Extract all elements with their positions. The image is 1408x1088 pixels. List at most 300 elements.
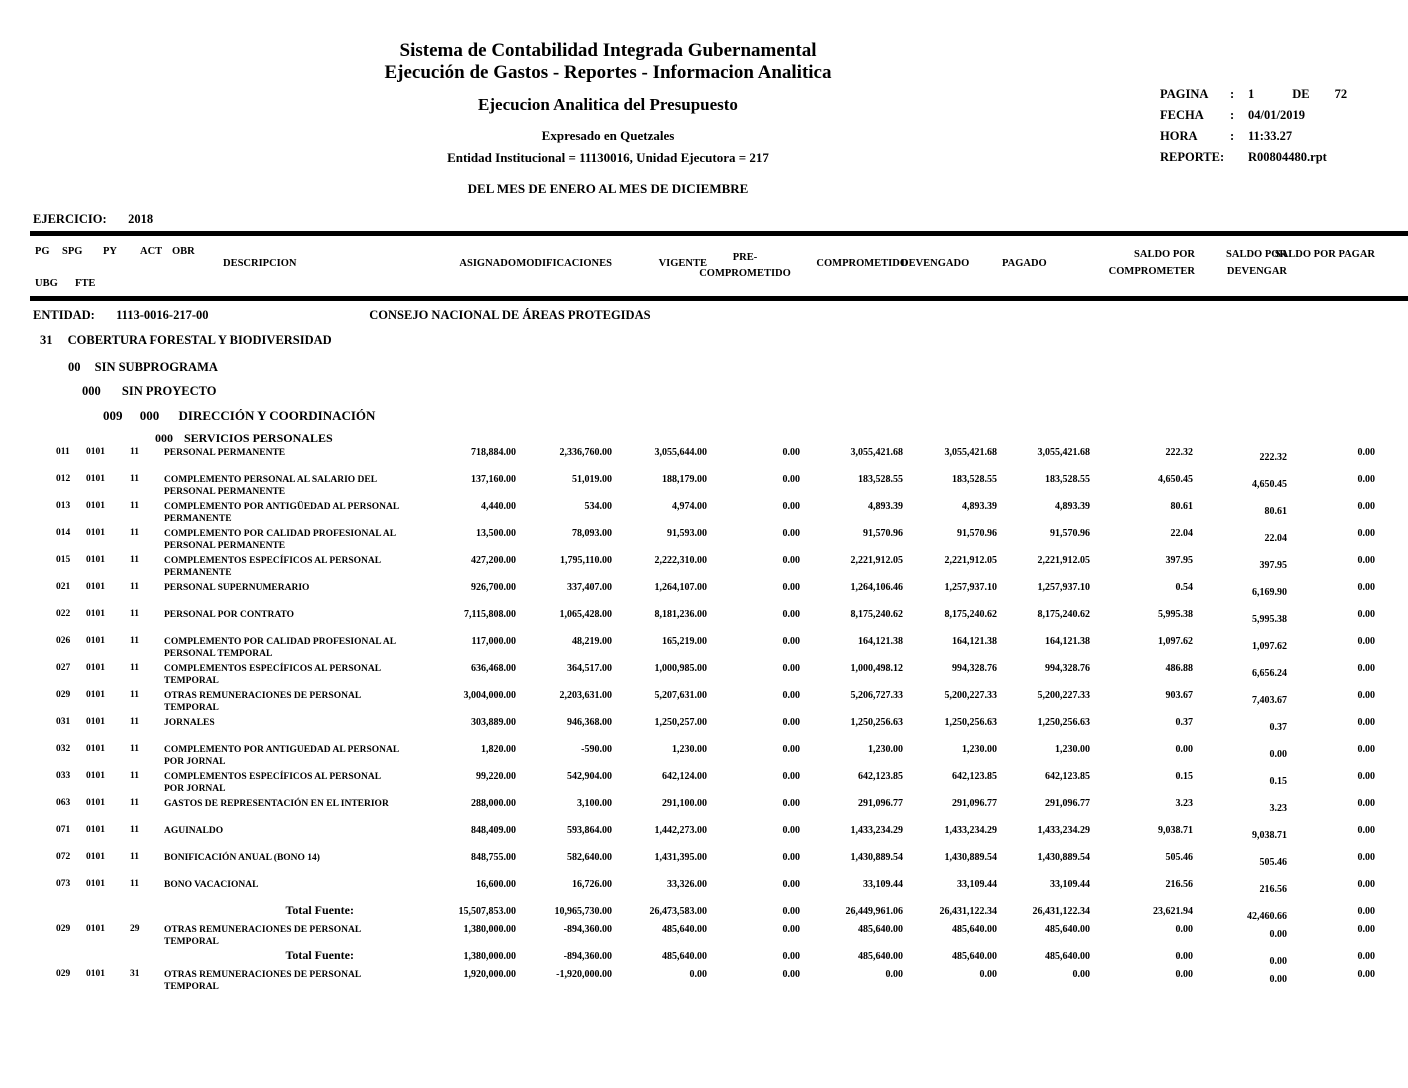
value-devengado: 1,230.00: [962, 744, 997, 755]
row-description: COMPLEMENTO POR ANTIGUEDAD AL PERSONAL POR JORNAL: [164, 745, 399, 767]
col-comprometido: COMPROMETIDO: [816, 258, 908, 269]
value-saldo-devengar: 0.37: [1269, 722, 1287, 733]
col-pre-line1: PRE-: [732, 252, 758, 263]
value-comprometido: 183,528.55: [858, 474, 903, 485]
table-row: [0, 501, 1408, 528]
code-renglon: 032: [56, 744, 71, 754]
code-ubg: 0101: [86, 501, 105, 511]
code-ubg: 0101: [86, 771, 105, 781]
table-row: [0, 609, 1408, 636]
value-saldo-pagar: 0.00: [1357, 447, 1375, 458]
col-pg: PG: [35, 246, 50, 257]
period-line: DEL MES DE ENERO AL MES DE DICIEMBRE: [467, 181, 749, 196]
entidad-name: CONSEJO NACIONAL DE ÁREAS PROTEGIDAS: [369, 308, 651, 322]
value-vigente: 4,974.00: [672, 501, 707, 512]
code-ubg: 0101: [86, 969, 105, 979]
group-code: 000: [155, 431, 173, 445]
value-precomprometido: 0.00: [782, 690, 800, 701]
value-saldo-comprometer: 903.67: [1165, 690, 1193, 701]
value-comprometido: 1,430,889.54: [850, 852, 903, 863]
value-vigente: 3,055,644.00: [654, 447, 707, 458]
value-pagado: 26,431,122.34: [1032, 906, 1090, 917]
value-pagado: 164,121.38: [1045, 636, 1090, 647]
value-comprometido: 485,640.00: [858, 951, 903, 962]
value-pagado: 5,200,227.33: [1037, 690, 1090, 701]
row-description: PERSONAL SUPERNUMERARIO: [164, 583, 310, 593]
total-label: Total Fuente:: [285, 903, 354, 917]
meta-hora: [1160, 129, 1347, 144]
total-label: Total Fuente:: [285, 948, 354, 962]
row-description: PERSONAL POR CONTRATO: [164, 610, 295, 620]
table-row: [0, 879, 1408, 906]
value-vigente: 642,124.00: [662, 771, 707, 782]
code-fte: 29: [130, 924, 140, 934]
value-comprometido: 2,221,912.05: [850, 555, 903, 566]
code-renglon: 072: [56, 852, 71, 862]
value-saldo-devengar: 6,656.24: [1252, 668, 1287, 679]
value-saldo-devengar: 1,097.62: [1252, 641, 1287, 652]
value-devengado: 4,893.39: [962, 501, 997, 512]
row-description: BONIFICACIÓN ANUAL (BONO 14): [164, 853, 320, 863]
table-row: [0, 555, 1408, 582]
value-precomprometido: 0.00: [782, 636, 800, 647]
value-asignado: 848,755.00: [471, 852, 516, 863]
value-saldo-comprometer: 222.32: [1165, 447, 1193, 458]
code-renglon: 022: [56, 609, 71, 619]
code-fte: 31: [130, 969, 140, 979]
value-modificaciones: 10,965,730.00: [554, 906, 612, 917]
module-title: Ejecución de Gastos - Reportes - Informacion Analitica: [384, 62, 832, 83]
value-vigente: 188,179.00: [662, 474, 707, 485]
value-pagado: 91,570.96: [1050, 528, 1090, 539]
value-comprometido: 0.00: [885, 969, 903, 980]
code-fte: 11: [130, 744, 139, 754]
col-saldo-comprometer: SALDO POR COMPROMETER: [1108, 249, 1195, 277]
value-asignado: 15,507,853.00: [458, 906, 516, 917]
value-pagado: 3,055,421.68: [1037, 447, 1090, 458]
value-modificaciones: 1,795,110.00: [560, 555, 612, 566]
value-devengado: 0.00: [979, 969, 997, 980]
table-row: [0, 717, 1408, 744]
entity-filter-line: Entidad Institucional = 11130016, Unidad Ejecutora = 217: [447, 150, 769, 165]
code-ubg: 0101: [86, 474, 105, 484]
value-devengado: 485,640.00: [952, 951, 997, 962]
value-asignado: 1,380,000.00: [463, 951, 516, 962]
col-asignado: ASIGNADO: [459, 258, 516, 269]
value-modificaciones: -894,360.00: [563, 924, 612, 935]
code-ubg: 0101: [86, 663, 105, 673]
value-pagado: 1,230.00: [1055, 744, 1090, 755]
value-saldo-pagar: 0.00: [1357, 528, 1375, 539]
code-fte: 11: [130, 501, 139, 511]
value-saldo-comprometer: 0.00: [1175, 744, 1193, 755]
project-row: [82, 384, 216, 399]
value-devengado: 642,123.85: [952, 771, 997, 782]
value-precomprometido: 0.00: [782, 969, 800, 980]
value-saldo-comprometer: 216.56: [1165, 879, 1193, 890]
code-ubg: 0101: [86, 825, 105, 835]
value-precomprometido: 0.00: [782, 852, 800, 863]
report-meta: [1160, 87, 1347, 171]
value-pagado: 1,250,256.63: [1037, 717, 1090, 728]
value-saldo-pagar: 0.00: [1357, 663, 1375, 674]
table-row: [0, 798, 1408, 825]
table-row: [0, 474, 1408, 501]
col-spg: SPG: [62, 246, 83, 257]
value-saldo-devengar: 0.00: [1269, 749, 1287, 760]
meta-fecha: [1160, 108, 1347, 123]
col-descripcion: DESCRIPCION: [223, 258, 297, 269]
table-row: [0, 771, 1408, 798]
subprogram-label: SIN SUBPROGRAMA: [94, 360, 218, 374]
value-saldo-comprometer: 4,650.45: [1158, 474, 1193, 485]
value-asignado: 1,380,000.00: [463, 924, 516, 935]
value-saldo-comprometer: 0.15: [1175, 771, 1193, 782]
value-asignado: 7,115,808.00: [464, 609, 516, 620]
code-ubg: 0101: [86, 852, 105, 862]
entidad-label: ENTIDAD:: [33, 308, 95, 322]
code-renglon: 033: [56, 771, 71, 781]
value-precomprometido: 0.00: [782, 528, 800, 539]
value-asignado: 117,000.00: [471, 636, 516, 647]
value-modificaciones: 3,100.00: [577, 798, 612, 809]
value-precomprometido: 0.00: [782, 951, 800, 962]
value-saldo-devengar: 6,169.90: [1252, 587, 1287, 598]
value-asignado: 3,004,000.00: [463, 690, 516, 701]
code-renglon: 011: [56, 447, 70, 457]
value-asignado: 636,468.00: [471, 663, 516, 674]
code-fte: 11: [130, 879, 139, 889]
value-pagado: 485,640.00: [1045, 924, 1090, 935]
row-description: AGUINALDO: [164, 826, 224, 836]
code-renglon: 029: [56, 969, 71, 979]
value-pagado: 485,640.00: [1045, 951, 1090, 962]
value-modificaciones: 582,640.00: [567, 852, 612, 863]
entidad-code: 1113-0016-217-00: [116, 308, 209, 322]
program-label: COBERTURA FORESTAL Y BIODIVERSIDAD: [67, 333, 332, 347]
value-asignado: 848,409.00: [471, 825, 516, 836]
value-modificaciones: 364,517.00: [567, 663, 612, 674]
value-precomprometido: 0.00: [782, 924, 800, 935]
row-description: COMPLEMENTO PERSONAL AL SALARIO DEL PERSONAL PERMANENTE: [164, 475, 377, 497]
title-block: [208, 40, 1008, 197]
row-description: COMPLEMENTO POR CALIDAD PROFESIONAL AL PERSONAL PERMANENTE: [164, 529, 396, 551]
value-comprometido: 1,264,106.46: [850, 582, 903, 593]
table-row: [0, 969, 1408, 996]
value-vigente: 5,207,631.00: [654, 690, 707, 701]
hora-value: 11:33.27: [1248, 129, 1293, 143]
value-comprometido: 642,123.85: [858, 771, 903, 782]
code-fte: 11: [130, 690, 139, 700]
col-devengado: DEVENGADO: [901, 258, 970, 269]
value-devengado: 5,200,227.33: [944, 690, 997, 701]
value-precomprometido: 0.00: [782, 906, 800, 917]
value-pagado: 0.00: [1072, 969, 1090, 980]
value-asignado: 718,884.00: [471, 447, 516, 458]
col-obr: OBR: [172, 246, 195, 257]
row-description: COMPLEMENTO POR ANTIGÜEDAD AL PERSONAL PERMANENTE: [164, 502, 399, 524]
col-fte: FTE: [75, 278, 96, 289]
value-vigente: 2,222,310.00: [654, 555, 707, 566]
col-pagado: PAGADO: [1002, 258, 1047, 269]
value-saldo-comprometer: 486.88: [1165, 663, 1193, 674]
value-pagado: 2,221,912.05: [1037, 555, 1090, 566]
activity-code: 009: [103, 408, 123, 423]
value-vigente: 1,250,257.00: [654, 717, 707, 728]
value-asignado: 288,000.00: [471, 798, 516, 809]
value-comprometido: 291,096.77: [858, 798, 903, 809]
pagina-label: PAGINA: [1160, 87, 1209, 101]
value-saldo-devengar: 42,460.66: [1247, 911, 1287, 922]
table-row: [0, 528, 1408, 555]
table-row: [0, 447, 1408, 474]
row-description: COMPLEMENTO POR CALIDAD PROFESIONAL AL PERSONAL TEMPORAL: [164, 637, 396, 659]
value-modificaciones: 2,336,760.00: [559, 447, 612, 458]
total-row: [0, 903, 1408, 924]
col-saldo-pagar: SALDO POR PAGAR: [1274, 249, 1375, 260]
total-pages: 72: [1334, 87, 1348, 101]
code-renglon: 029: [56, 924, 71, 934]
fecha-colon: :: [1230, 108, 1235, 122]
value-saldo-devengar: 222.32: [1259, 452, 1287, 463]
value-devengado: 1,433,234.29: [944, 825, 997, 836]
code-renglon: 015: [56, 555, 71, 565]
value-vigente: 1,264,107.00: [654, 582, 707, 593]
code-ubg: 0101: [86, 582, 105, 592]
col-ubg: UBG: [35, 278, 58, 289]
value-comprometido: 1,230.00: [868, 744, 903, 755]
value-saldo-comprometer: 0.00: [1175, 951, 1193, 962]
value-modificaciones: 593,864.00: [567, 825, 612, 836]
value-comprometido: 1,000,498.12: [850, 663, 903, 674]
value-comprometido: 164,121.38: [858, 636, 903, 647]
value-pagado: 4,893.39: [1055, 501, 1090, 512]
group-row: [155, 431, 333, 446]
code-fte: 11: [130, 447, 139, 457]
value-vigente: 291,100.00: [662, 798, 707, 809]
project-label: SIN PROYECTO: [121, 384, 217, 398]
value-saldo-devengar: 3.23: [1269, 803, 1287, 814]
activity-code2: 000: [139, 408, 160, 423]
value-saldo-comprometer: 1,097.62: [1158, 636, 1193, 647]
value-saldo-pagar: 0.00: [1357, 501, 1375, 512]
value-saldo-devengar: 0.00: [1269, 974, 1287, 985]
table-row: [0, 690, 1408, 717]
value-precomprometido: 0.00: [782, 717, 800, 728]
code-ubg: 0101: [86, 636, 105, 646]
value-saldo-devengar: 0.00: [1269, 956, 1287, 967]
value-comprometido: 91,570.96: [863, 528, 903, 539]
value-modificaciones: 16,726.00: [572, 879, 612, 890]
hora-label: HORA: [1160, 129, 1198, 143]
value-saldo-comprometer: 23,621.94: [1153, 906, 1193, 917]
value-vigente: 1,000,985.00: [654, 663, 707, 674]
value-asignado: 99,220.00: [476, 771, 516, 782]
value-asignado: 137,160.00: [471, 474, 516, 485]
value-pagado: 1,430,889.54: [1037, 852, 1090, 863]
activity-label: DIRECCIÓN Y COORDINACIÓN: [178, 408, 376, 423]
hora-colon: :: [1230, 129, 1235, 143]
table-row: [0, 924, 1408, 951]
row-description: COMPLEMENTOS ESPECÍFICOS AL PERSONAL TEMPORAL: [164, 664, 381, 686]
row-description: OTRAS REMUNERACIONES DE PERSONAL TEMPORAL: [164, 925, 361, 947]
value-pagado: 1,257,937.10: [1037, 582, 1090, 593]
value-devengado: 91,570.96: [957, 528, 997, 539]
value-devengado: 485,640.00: [952, 924, 997, 935]
code-renglon: 073: [56, 879, 71, 889]
row-description: OTRAS REMUNERACIONES DE PERSONAL TEMPORAL: [164, 691, 361, 713]
value-saldo-pagar: 0.00: [1357, 555, 1375, 566]
code-ubg: 0101: [86, 924, 105, 934]
code-renglon: 013: [56, 501, 71, 511]
row-description: JORNALES: [164, 718, 215, 728]
col-saldo-devengar: SALDO POR DEVENGAR: [1226, 249, 1287, 277]
value-saldo-pagar: 0.00: [1357, 717, 1375, 728]
value-saldo-comprometer: 5,995.38: [1158, 609, 1193, 620]
value-saldo-pagar: 0.00: [1357, 798, 1375, 809]
value-vigente: 165,219.00: [662, 636, 707, 647]
value-precomprometido: 0.00: [782, 555, 800, 566]
code-fte: 11: [130, 717, 139, 727]
code-renglon: 014: [56, 528, 71, 538]
currency-note: Expresado en Quetzales: [541, 128, 675, 143]
value-asignado: 16,600.00: [476, 879, 516, 890]
value-pagado: 1,433,234.29: [1037, 825, 1090, 836]
value-saldo-pagar: 0.00: [1357, 906, 1375, 917]
value-devengado: 33,109.44: [957, 879, 997, 890]
col-py: PY: [103, 246, 117, 257]
value-precomprometido: 0.00: [782, 744, 800, 755]
code-fte: 11: [130, 663, 139, 673]
value-precomprometido: 0.00: [782, 609, 800, 620]
value-asignado: 427,200.00: [471, 555, 516, 566]
value-precomprometido: 0.00: [782, 798, 800, 809]
value-saldo-devengar: 7,403.67: [1252, 695, 1287, 706]
value-precomprometido: 0.00: [782, 663, 800, 674]
table-row: [0, 825, 1408, 852]
value-vigente: 0.00: [689, 969, 707, 980]
value-saldo-pagar: 0.00: [1357, 636, 1375, 647]
value-saldo-pagar: 0.00: [1357, 609, 1375, 620]
value-asignado: 1,820.00: [481, 744, 516, 755]
value-saldo-devengar: 4,650.45: [1252, 479, 1287, 490]
value-saldo-devengar: 397.95: [1259, 560, 1287, 571]
value-modificaciones: 1,065,428.00: [559, 609, 612, 620]
table-row: [0, 663, 1408, 690]
value-pagado: 183,528.55: [1045, 474, 1090, 485]
value-precomprometido: 0.00: [782, 447, 800, 458]
code-renglon: 021: [56, 582, 71, 592]
value-saldo-devengar: 80.61: [1264, 506, 1287, 517]
value-saldo-pagar: 0.00: [1357, 852, 1375, 863]
value-devengado: 291,096.77: [952, 798, 997, 809]
divider-header: [30, 296, 1408, 301]
value-modificaciones: 534.00: [584, 501, 612, 512]
value-vigente: 91,593.00: [667, 528, 707, 539]
value-saldo-devengar: 216.56: [1259, 884, 1287, 895]
code-renglon: 027: [56, 663, 71, 673]
value-devengado: 164,121.38: [952, 636, 997, 647]
value-saldo-pagar: 0.00: [1357, 744, 1375, 755]
row-description: BONO VACACIONAL: [164, 880, 259, 890]
subprogram-code: 00: [68, 360, 81, 374]
value-modificaciones: 946,368.00: [567, 717, 612, 728]
value-saldo-comprometer: 397.95: [1165, 555, 1193, 566]
value-modificaciones: 51,019.00: [572, 474, 612, 485]
code-fte: 11: [130, 609, 139, 619]
value-modificaciones: 78,093.00: [572, 528, 612, 539]
row-description: PERSONAL PERMANENTE: [164, 448, 286, 458]
value-saldo-comprometer: 9,038.71: [1158, 825, 1193, 836]
code-fte: 11: [130, 474, 139, 484]
divider-top: [30, 231, 1408, 236]
table-row: [0, 852, 1408, 879]
report-title: Ejecucion Analitica del Presupuesto: [478, 95, 738, 114]
value-saldo-pagar: 0.00: [1357, 924, 1375, 935]
value-precomprometido: 0.00: [782, 582, 800, 593]
code-fte: 11: [130, 528, 139, 538]
value-precomprometido: 0.00: [782, 501, 800, 512]
code-ubg: 0101: [86, 528, 105, 538]
pagina-de-label: DE: [1292, 87, 1310, 101]
value-saldo-devengar: 505.46: [1259, 857, 1287, 868]
value-modificaciones: 337,407.00: [567, 582, 612, 593]
value-modificaciones: 542,904.00: [567, 771, 612, 782]
code-ubg: 0101: [86, 798, 105, 808]
value-saldo-pagar: 0.00: [1357, 474, 1375, 485]
value-vigente: 1,442,273.00: [654, 825, 707, 836]
value-vigente: 8,181,236.00: [654, 609, 707, 620]
value-modificaciones: 48,219.00: [572, 636, 612, 647]
value-saldo-comprometer: 0.37: [1175, 717, 1193, 728]
table-row: [0, 582, 1408, 609]
value-saldo-devengar: 0.15: [1269, 776, 1287, 787]
system-title: Sistema de Contabilidad Integrada Gubernamental: [399, 40, 817, 61]
code-fte: 11: [130, 582, 139, 592]
entidad-line: [33, 308, 651, 323]
value-pagado: 33,109.44: [1050, 879, 1090, 890]
value-saldo-comprometer: 0.00: [1175, 924, 1193, 935]
ejercicio-label: EJERCICIO:: [33, 212, 107, 226]
value-devengado: 1,430,889.54: [944, 852, 997, 863]
value-saldo-pagar: 0.00: [1357, 969, 1375, 980]
value-asignado: 303,889.00: [471, 717, 516, 728]
value-asignado: 4,440.00: [481, 501, 516, 512]
value-devengado: 183,528.55: [952, 474, 997, 485]
col-modificaciones: MODIFICACIONES: [516, 258, 612, 269]
value-comprometido: 5,206,727.33: [850, 690, 903, 701]
code-ubg: 0101: [86, 447, 105, 457]
value-comprometido: 33,109.44: [863, 879, 903, 890]
code-ubg: 0101: [86, 690, 105, 700]
value-saldo-pagar: 0.00: [1357, 951, 1375, 962]
value-saldo-devengar: 5,995.38: [1252, 614, 1287, 625]
code-renglon: 063: [56, 798, 71, 808]
fecha-label: FECHA: [1160, 108, 1204, 122]
reporte-label: REPORTE:: [1160, 150, 1225, 164]
value-comprometido: 1,433,234.29: [850, 825, 903, 836]
code-fte: 11: [130, 798, 139, 808]
value-saldo-devengar: 9,038.71: [1252, 830, 1287, 841]
activity-row: [103, 408, 375, 424]
value-vigente: 485,640.00: [662, 924, 707, 935]
code-renglon: 029: [56, 690, 71, 700]
value-comprometido: 26,449,961.06: [845, 906, 903, 917]
value-modificaciones: -1,920,000.00: [556, 969, 612, 980]
code-fte: 11: [130, 852, 139, 862]
code-ubg: 0101: [86, 609, 105, 619]
value-saldo-comprometer: 0.00: [1175, 969, 1193, 980]
